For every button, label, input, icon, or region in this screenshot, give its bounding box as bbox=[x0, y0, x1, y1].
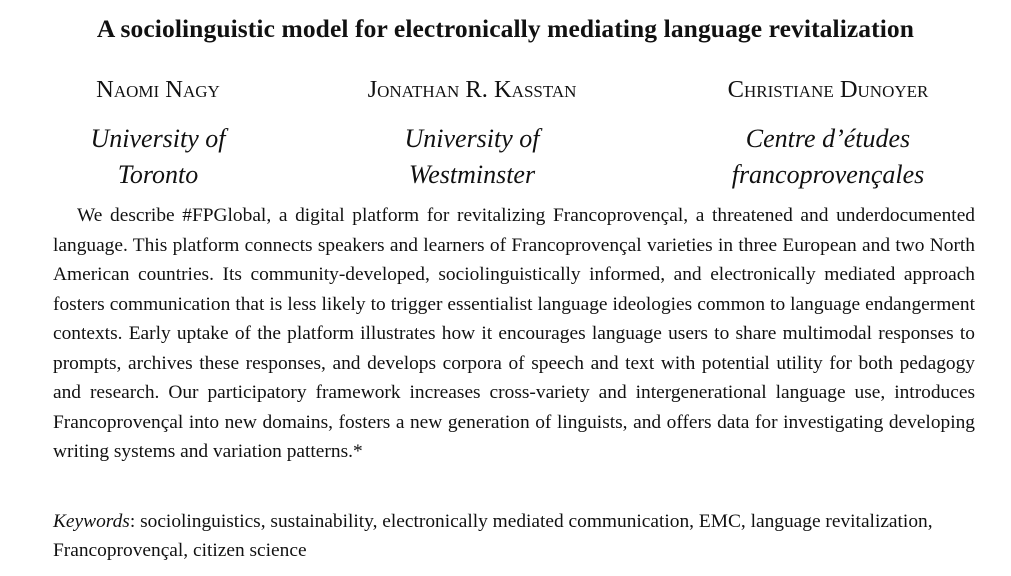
keywords bbox=[53, 507, 975, 565]
affiliation-line: Centre d’études bbox=[745, 124, 911, 153]
affiliation-line: University of bbox=[90, 124, 226, 153]
affiliation-line: Westminster bbox=[408, 160, 536, 189]
author-affiliation bbox=[322, 121, 622, 193]
author-3 bbox=[678, 76, 978, 193]
paper-title: A sociolinguistic model for electronically mediating language revitalization bbox=[96, 14, 915, 43]
keywords-text: : sociolinguistics, sustainability, electronically mediated communication, EMC, language revitalization, Francoprovençal, citizen science bbox=[53, 511, 933, 561]
author-name: Christiane Dunoyer bbox=[727, 76, 929, 103]
author-affiliation bbox=[678, 121, 978, 193]
author-affiliation bbox=[8, 121, 308, 193]
author-block bbox=[0, 76, 1011, 196]
affiliation-line: University of bbox=[404, 124, 540, 153]
affiliation-line: francoprovençales bbox=[731, 160, 925, 189]
abstract-text: We describe #FPGlobal, a digital platform for revitalizing Francoprovençal, a threatened and underdocumented language. This platform connects speakers and learners of Francoprovençal varieties in three European and two North American countries. Its community-developed, sociolinguistically informed, and electronically mediated approach fosters communication that is less likely to trigger essentialist language ideologies common to language endangerment contexts. Early uptake of the platform illustrates how it encourages language users to share multimodal responses to prompts, archives these responses, and develops corpora of speech and text with potential utility for both pedagogy and research. Our participatory framework increases cross-variety and intergenerational language use, introduces Francoprovençal into new domains, fosters a new generation of linguists, and offers data for investigating developing writing systems and variation patterns.* bbox=[53, 205, 975, 462]
author-1 bbox=[8, 76, 308, 193]
keywords-label: Keywords bbox=[53, 511, 130, 532]
author-name: Naomi Nagy bbox=[96, 76, 220, 103]
author-name: Jonathan R. Kasstan bbox=[367, 76, 577, 103]
author-2 bbox=[322, 76, 622, 193]
abstract bbox=[53, 201, 975, 467]
affiliation-line: Toronto bbox=[117, 160, 199, 189]
